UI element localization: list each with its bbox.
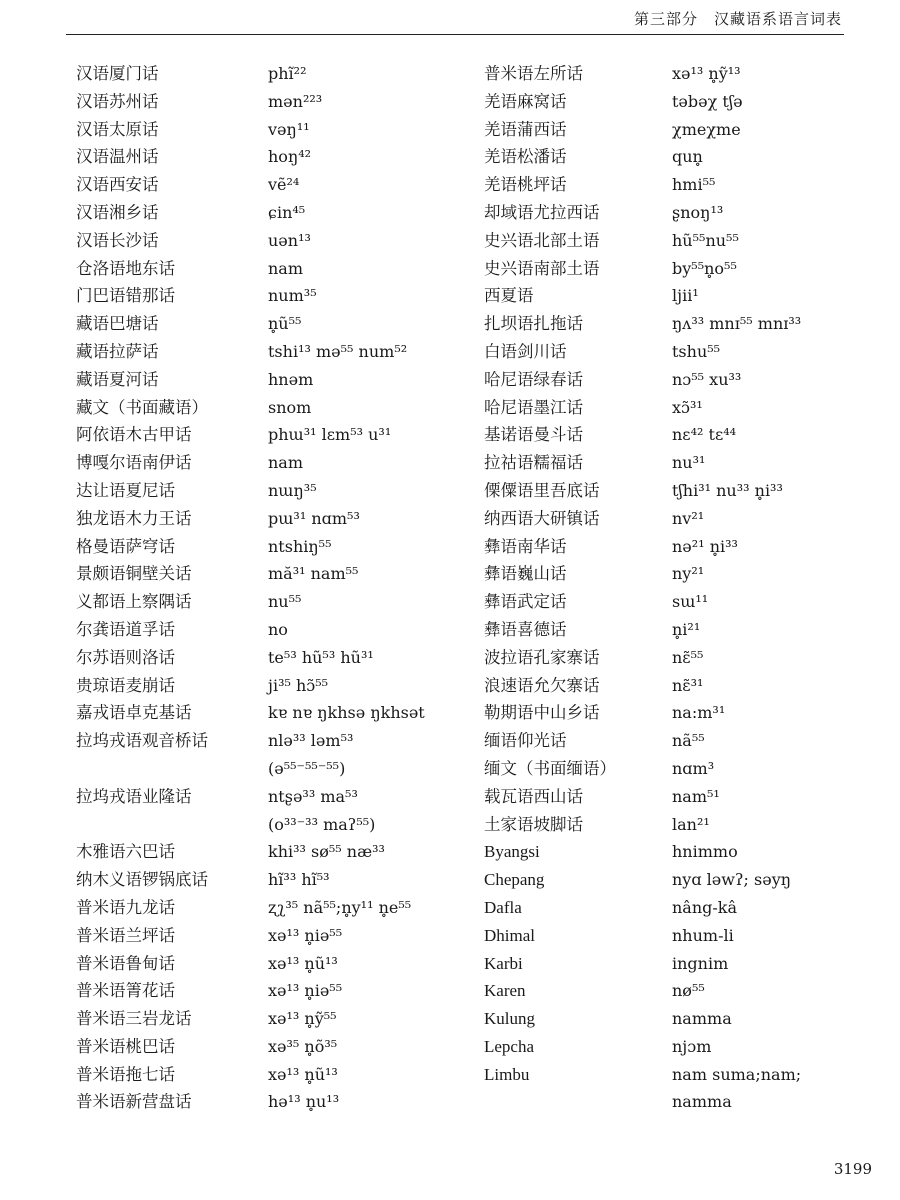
language-name: 普米语九龙话 [76, 897, 175, 917]
word-form: ljii¹ [672, 286, 699, 306]
word-form: nø⁵⁵ [672, 981, 705, 1001]
word-form: sɯ¹¹ [672, 592, 709, 612]
language-name: 普米语兰坪话 [76, 925, 175, 945]
language-name: 浪速语允欠寨话 [484, 675, 600, 695]
word-form: təbəχ tʃə [672, 91, 743, 111]
language-name: 哈尼语墨江话 [484, 397, 583, 417]
language-name: 贵琼语麦崩话 [76, 675, 175, 695]
word-entry [76, 477, 466, 505]
word-entry [484, 560, 864, 588]
word-entry [484, 644, 864, 672]
word-entry [484, 88, 864, 116]
word-entry [76, 727, 466, 783]
language-name: 拉坞戎语业隆话 [76, 786, 192, 806]
word-entry [76, 255, 466, 283]
word-entry [484, 755, 864, 783]
word-entry [484, 477, 864, 505]
word-entry [484, 1005, 864, 1033]
language-name: 独龙语木力王话 [76, 508, 192, 528]
word-entry [484, 227, 864, 255]
language-name: Kulung [484, 1009, 535, 1029]
word-entry [76, 699, 466, 727]
word-entry [484, 505, 864, 533]
word-form: nɑm³ [672, 758, 715, 778]
word-form: ɕin⁴⁵ [268, 202, 306, 222]
language-name: Limbu [484, 1064, 530, 1084]
language-name: 木雅语六巴话 [76, 842, 175, 862]
word-form: ji³⁵ hɔ̃⁵⁵ [268, 675, 329, 695]
word-form: ntʂə³³ ma⁵³ (o³³⁻³³ maʔ⁵⁵) [268, 786, 376, 834]
language-name: 纳西语大研镇话 [484, 508, 600, 528]
word-form: kɐ nɐ ŋkhsə ŋkhsət [268, 703, 425, 723]
language-name: 史兴语南部土语 [484, 258, 600, 278]
word-form: tshu⁵⁵ [672, 341, 721, 361]
word-form: ingnim [672, 953, 729, 973]
language-name: 羌语蒲西话 [484, 119, 567, 139]
word-entry [76, 421, 466, 449]
word-form: hə¹³ n̥u¹³ [268, 1092, 340, 1112]
language-name: 普米语箐花话 [76, 981, 175, 1001]
right-column [484, 60, 864, 1116]
word-entry [76, 950, 466, 978]
language-name: 缅文（书面缅语） [484, 758, 616, 778]
word-entry [76, 394, 466, 422]
language-name: 拉坞戎语观音桥话 [76, 731, 208, 751]
word-form: nam⁵¹ [672, 786, 720, 806]
word-form: phɯ³¹ lɛm⁵³ u³¹ [268, 425, 392, 445]
word-form: phĩ²² [268, 64, 307, 83]
word-entry [76, 1005, 466, 1033]
language-name: 波拉语孔家寨话 [484, 647, 600, 667]
word-entry [76, 783, 466, 839]
word-form: χmeχme [672, 119, 741, 139]
left-column [76, 60, 466, 1116]
word-entry [76, 616, 466, 644]
word-entry [484, 143, 864, 171]
word-form: khi³³ sø⁵⁵ næ³³ [268, 842, 385, 862]
language-name: 普米语桃巴话 [76, 1036, 175, 1056]
word-entry [484, 449, 864, 477]
language-name: 羌语桃坪话 [484, 175, 567, 195]
word-entry [76, 449, 466, 477]
language-name: 白语剑川话 [484, 341, 567, 361]
word-form: nlə³³ ləm⁵³ (ə⁵⁵⁻⁵⁵⁻⁵⁵) [268, 731, 354, 778]
word-form: n̥i²¹ [672, 619, 701, 639]
language-name: 哈尼语绿春话 [484, 369, 583, 389]
word-entry [484, 310, 864, 338]
word-entry [484, 672, 864, 700]
language-name: 仓洛语地东话 [76, 258, 175, 278]
language-name: 却域语尤拉西话 [484, 202, 600, 222]
word-form: xə¹³ n̥iə⁵⁵ [268, 925, 343, 945]
language-name: 彝语喜德话 [484, 619, 567, 639]
word-entry [76, 60, 466, 88]
language-name: 阿依语木古甲话 [76, 425, 192, 445]
running-header: 第三部分 汉藏语系语言词表 [633, 10, 842, 28]
word-entry [76, 171, 466, 199]
word-form: mən²²³ [268, 91, 323, 111]
language-name: 土家语坡脚话 [484, 814, 583, 834]
language-name: 彝语南华话 [484, 536, 567, 556]
word-entry [484, 255, 864, 283]
word-form: snom [268, 397, 312, 417]
word-form: xə¹³ n̥ũ¹³ [268, 1064, 338, 1084]
word-entry [76, 588, 466, 616]
word-form: xə¹³ n̥ũ¹³ [268, 953, 338, 973]
language-name: 汉语厦门话 [76, 64, 159, 83]
word-form: by⁵⁵n̥o⁵⁵ [672, 258, 737, 278]
word-form: ʐʅ³⁵ nã⁵⁵;n̥y¹¹ n̥e⁵⁵ [268, 897, 412, 917]
word-form: nv²¹ [672, 508, 705, 528]
language-name: 扎坝语扎拖话 [484, 314, 583, 334]
word-form: nam suma;nam; namma [672, 1064, 802, 1112]
word-form: na:m³¹ [672, 703, 726, 723]
language-name: 藏语拉萨话 [76, 341, 159, 361]
word-entry [76, 922, 466, 950]
word-entry [484, 60, 864, 88]
language-name: 纳木义语锣锅底话 [76, 870, 208, 890]
word-entry [484, 727, 864, 755]
language-name: 拉祜语糯福话 [484, 453, 583, 473]
language-name: 缅语仰光话 [484, 731, 567, 751]
word-entry [484, 811, 864, 839]
language-name: 义都语上察隅话 [76, 592, 192, 612]
word-entry [484, 282, 864, 310]
language-name: 汉语湘乡话 [76, 202, 159, 222]
word-entry [76, 366, 466, 394]
word-entry [484, 338, 864, 366]
language-name: 汉语太原话 [76, 119, 159, 139]
language-name: 嘉戎语卓克基话 [76, 703, 192, 723]
language-name: 达让语夏尼话 [76, 480, 175, 500]
word-entry [76, 1033, 466, 1061]
word-form: namma [672, 1009, 732, 1029]
word-entry [484, 1033, 864, 1061]
word-entry [484, 116, 864, 144]
word-entry [484, 366, 864, 394]
language-name: 彝语巍山话 [484, 564, 567, 584]
word-entry [484, 421, 864, 449]
word-entry [76, 560, 466, 588]
language-name: 门巴语错那话 [76, 286, 175, 306]
word-form: nɛ⁴² tɛ⁴⁴ [672, 425, 737, 445]
word-entry [484, 199, 864, 227]
word-form: vəŋ¹¹ [268, 119, 310, 139]
language-name: 普米语拖七话 [76, 1064, 175, 1084]
word-entry [76, 310, 466, 338]
word-form: lan²¹ [672, 814, 710, 834]
word-entry [76, 116, 466, 144]
language-name: 藏语夏河话 [76, 369, 159, 389]
word-form: te⁵³ hũ⁵³ hũ³¹ [268, 647, 374, 667]
language-name: 勒期语中山乡话 [484, 703, 600, 723]
word-entry [76, 282, 466, 310]
language-name: 普米语鲁甸话 [76, 953, 175, 973]
language-name: Karbi [484, 953, 523, 973]
word-entry [484, 922, 864, 950]
word-entry [76, 866, 466, 894]
word-entry [484, 838, 864, 866]
language-name: 景颇语铜壁关话 [76, 564, 192, 584]
word-form: tshi¹³ mə⁵⁵ num⁵² [268, 341, 408, 361]
word-form: xə¹³ n̥ỹ¹³ [672, 64, 741, 83]
language-name: 汉语苏州话 [76, 91, 159, 111]
word-entry [484, 616, 864, 644]
word-form: no [268, 619, 288, 639]
word-form: nɛ̃³¹ [672, 675, 704, 695]
word-form: nɛ̃⁵⁵ [672, 647, 704, 667]
language-name: 汉语温州话 [76, 147, 159, 167]
word-form: qun̥ [672, 147, 703, 167]
word-entry [76, 1061, 466, 1089]
language-name: 羌语麻窝话 [484, 91, 567, 111]
word-form: nã⁵⁵ [672, 731, 705, 751]
language-name: 彝语武定话 [484, 592, 567, 612]
word-entry [76, 505, 466, 533]
word-form: nu⁵⁵ [268, 592, 302, 612]
word-form: hĩ³³ hĩ⁵³ [268, 870, 330, 890]
word-form: nu³¹ [672, 453, 706, 473]
language-name: Dhimal [484, 925, 535, 945]
word-entry [484, 894, 864, 922]
word-form: hnimmo [672, 842, 738, 862]
word-form: ntshiŋ⁵⁵ [268, 536, 332, 556]
language-name: 羌语松潘话 [484, 147, 567, 167]
word-form: nhum-li [672, 925, 734, 945]
language-name: 基诺语曼斗话 [484, 425, 583, 445]
word-entry [484, 394, 864, 422]
word-form: vẽ²⁴ [268, 175, 300, 195]
language-name: 汉语长沙话 [76, 230, 159, 250]
language-name: 普米语三岩龙话 [76, 1009, 192, 1029]
word-entry [484, 950, 864, 978]
word-form: ʂnoŋ¹³ [672, 202, 724, 222]
language-name: 格曼语萨穹话 [76, 536, 175, 556]
language-name: Chepang [484, 870, 545, 890]
word-entry [76, 894, 466, 922]
word-entry [484, 977, 864, 1005]
word-entry [76, 338, 466, 366]
header-rule [66, 34, 844, 35]
word-form: pɯ³¹ nɑm⁵³ [268, 508, 360, 528]
word-entry [484, 588, 864, 616]
language-name: 博嘎尔语南伊话 [76, 453, 192, 473]
word-form: nɯŋ³⁵ [268, 480, 317, 500]
word-entry [484, 533, 864, 561]
word-form: hnəm [268, 369, 314, 389]
language-name: 西夏语 [484, 286, 534, 306]
word-form: nɔ⁵⁵ xu³³ [672, 369, 742, 389]
word-entry [76, 838, 466, 866]
language-name: Karen [484, 981, 526, 1001]
word-form: nyɑ ləwʔ; səyŋ [672, 870, 792, 890]
word-entry [76, 977, 466, 1005]
word-entry [484, 699, 864, 727]
word-entry [76, 88, 466, 116]
word-form: nam [268, 453, 304, 473]
word-entry [76, 672, 466, 700]
word-form: xə¹³ n̥ỹ⁵⁵ [268, 1009, 337, 1029]
word-form: mă³¹ nam⁵⁵ [268, 564, 359, 584]
language-name: Lepcha [484, 1036, 535, 1056]
word-entry [484, 171, 864, 199]
language-name: 尔苏语则洛话 [76, 647, 175, 667]
word-form: hoŋ⁴² [268, 147, 312, 167]
word-entry [76, 533, 466, 561]
language-name: Dafla [484, 897, 522, 917]
language-name: 史兴语北部土语 [484, 230, 600, 250]
word-entry [76, 199, 466, 227]
language-name: 普米语左所话 [484, 64, 583, 83]
word-form: hmi⁵⁵ [672, 175, 716, 195]
word-form: xɔ̃³¹ [672, 397, 703, 417]
language-name: 傈僳语里吾底话 [484, 480, 600, 500]
word-form: hũ⁵⁵nu⁵⁵ [672, 230, 739, 250]
word-form: xə³⁵ n̥õ³⁵ [268, 1036, 338, 1056]
word-entry [76, 1088, 466, 1116]
language-name: 载瓦语西山话 [484, 786, 583, 806]
word-form: ŋʌ³³ mnɪ⁵⁵ mnɪ³³ [672, 314, 802, 334]
word-form: njɔm [672, 1036, 712, 1056]
word-entry [484, 1061, 864, 1117]
word-form: num³⁵ [268, 286, 317, 306]
word-entry [76, 227, 466, 255]
language-name: 普米语新营盘话 [76, 1092, 192, 1112]
language-name: 藏文（书面藏语） [76, 397, 208, 417]
language-name: 汉语西安话 [76, 175, 159, 195]
language-name: 尔龚语道孚话 [76, 619, 175, 639]
word-entry [76, 644, 466, 672]
page-number: 3199 [833, 1160, 872, 1178]
word-form: nâng-kâ [672, 897, 738, 917]
word-form: nam [268, 258, 304, 278]
word-form: nə²¹ n̥i³³ [672, 536, 738, 556]
word-form: tʃhi³¹ nu³³ n̥i³³ [672, 480, 783, 500]
language-name: Byangsi [484, 842, 540, 862]
word-form: uən¹³ [268, 230, 311, 250]
word-form: xə¹³ n̥iə⁵⁵ [268, 981, 343, 1001]
word-form: ny²¹ [672, 564, 705, 584]
word-entry [484, 783, 864, 811]
language-name: 藏语巴塘话 [76, 314, 159, 334]
word-entry [484, 866, 864, 894]
word-entry [76, 143, 466, 171]
word-form: n̥ũ⁵⁵ [268, 314, 302, 334]
